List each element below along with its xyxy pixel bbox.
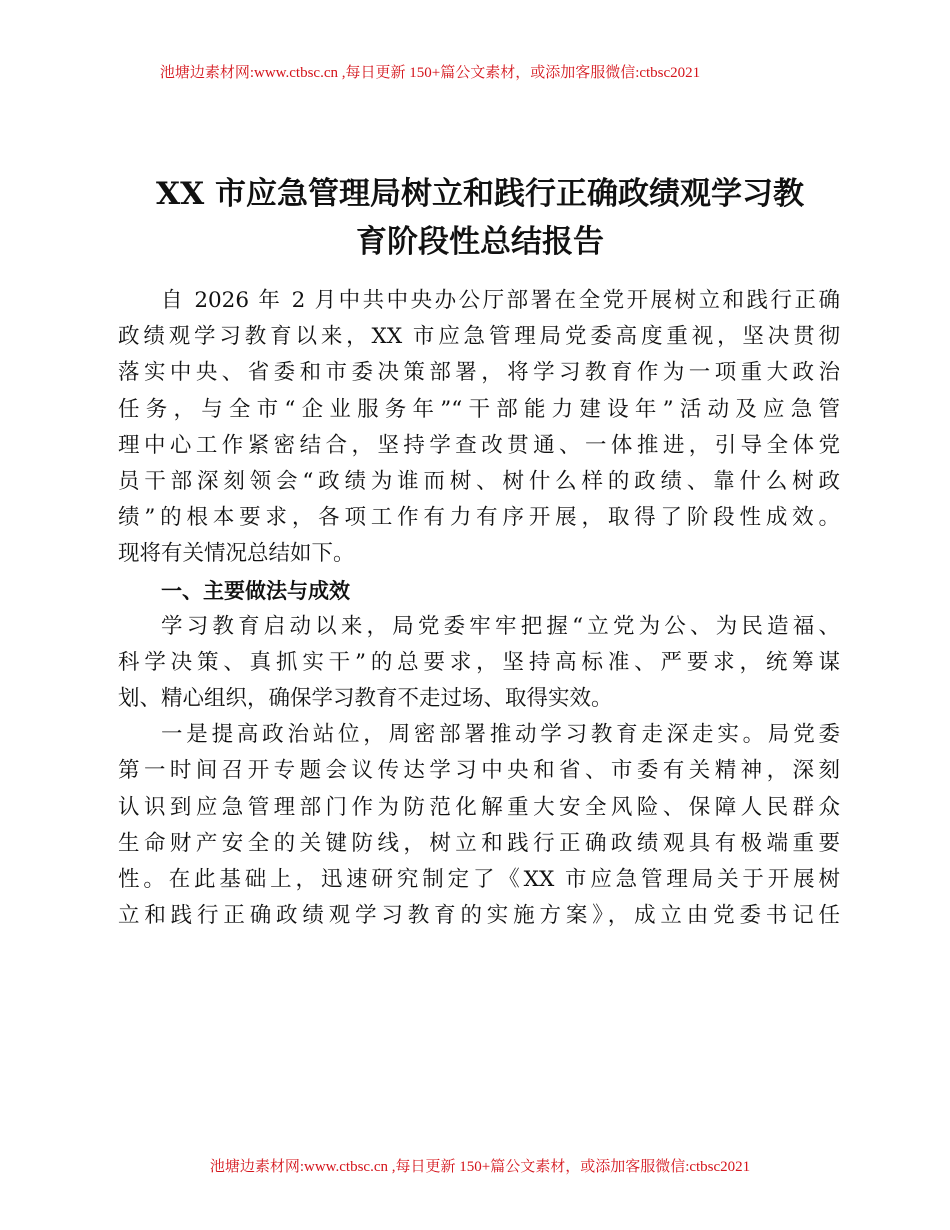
paragraph-line: 自 2026 年 2 月中共中央办公厅部署在全党开展树立和践行正确 — [161, 288, 840, 313]
paragraph-line: 员干部深刻领会“政绩为谁而树、树什么样的政绩、靠什么树政 — [118, 468, 840, 494]
paragraph-line: 生命财产安全的关键防线，树立和践行正确政绩观具有极端重要 — [118, 830, 840, 856]
paragraph-line: 政绩观学习教育以来，XX 市应急管理局党委高度重视，坚决贯彻 — [118, 324, 840, 350]
title-line-1: XX 市应急管理局树立和践行正确政绩观学习教 — [156, 176, 804, 212]
paragraph-line: 任务，与全市“企业服务年”“干部能力建设年”活动及应急管 — [118, 396, 840, 422]
paragraph-line: 性。在此基础上，迅速研究制定了《XX 市应急管理局关于开展树 — [118, 867, 840, 892]
paragraph-line: 现将有关情况总结如下。 — [118, 541, 355, 567]
title-line-2: 育阶段性总结报告 — [356, 224, 604, 260]
paragraph-line: 第一时间召开专题会议传达学习中央和省、市委有关精神，深刻 — [118, 758, 840, 784]
header-watermark: 池塘边素材网:www.ctbsc.cn ,每日更新 150+篇公文素材，或添加客服微信:ctbsc2021 — [159, 65, 701, 81]
paragraph-line: 一是提高政治站位，周密部署推动学习教育走深走实。局党委 — [161, 722, 840, 748]
paragraph-line: 绩”的根本要求，各项工作有力有序开展，取得了阶段性成效。 — [118, 505, 840, 531]
footer-watermark: 池塘边素材网:www.ctbsc.cn ,每日更新 150+篇公文素材，或添加客服微信:ctbsc2021 — [209, 1159, 751, 1175]
paragraph-line: 落实中央、省委和市委决策部署，将学习教育作为一项重大政治 — [118, 360, 840, 386]
document-body — [118, 283, 840, 934]
paragraph-line: 立和践行正确政绩观学习教育的实施方案》，成立由党委书记任 — [118, 903, 840, 929]
paragraph-line: 认识到应急管理部门作为防范化解重大安全风险、保障人民群众 — [118, 794, 840, 820]
paragraph-line: 理中心工作紧密结合，坚持学查改贯通、一体推进，引导全体党 — [118, 432, 840, 458]
document-title — [120, 170, 840, 266]
section-heading: 一、主要做法与成效 — [161, 578, 350, 603]
paragraph-line: 学习教育启动以来，局党委牢牢把握“立党为公、为民造福、 — [161, 613, 840, 639]
paragraph-line: 科学决策、真抓实干”的总要求，坚持高标准、严要求，统筹谋 — [118, 649, 840, 675]
paragraph-line: 划、精心组织，确保学习教育不走过场、取得实效。 — [118, 686, 613, 712]
